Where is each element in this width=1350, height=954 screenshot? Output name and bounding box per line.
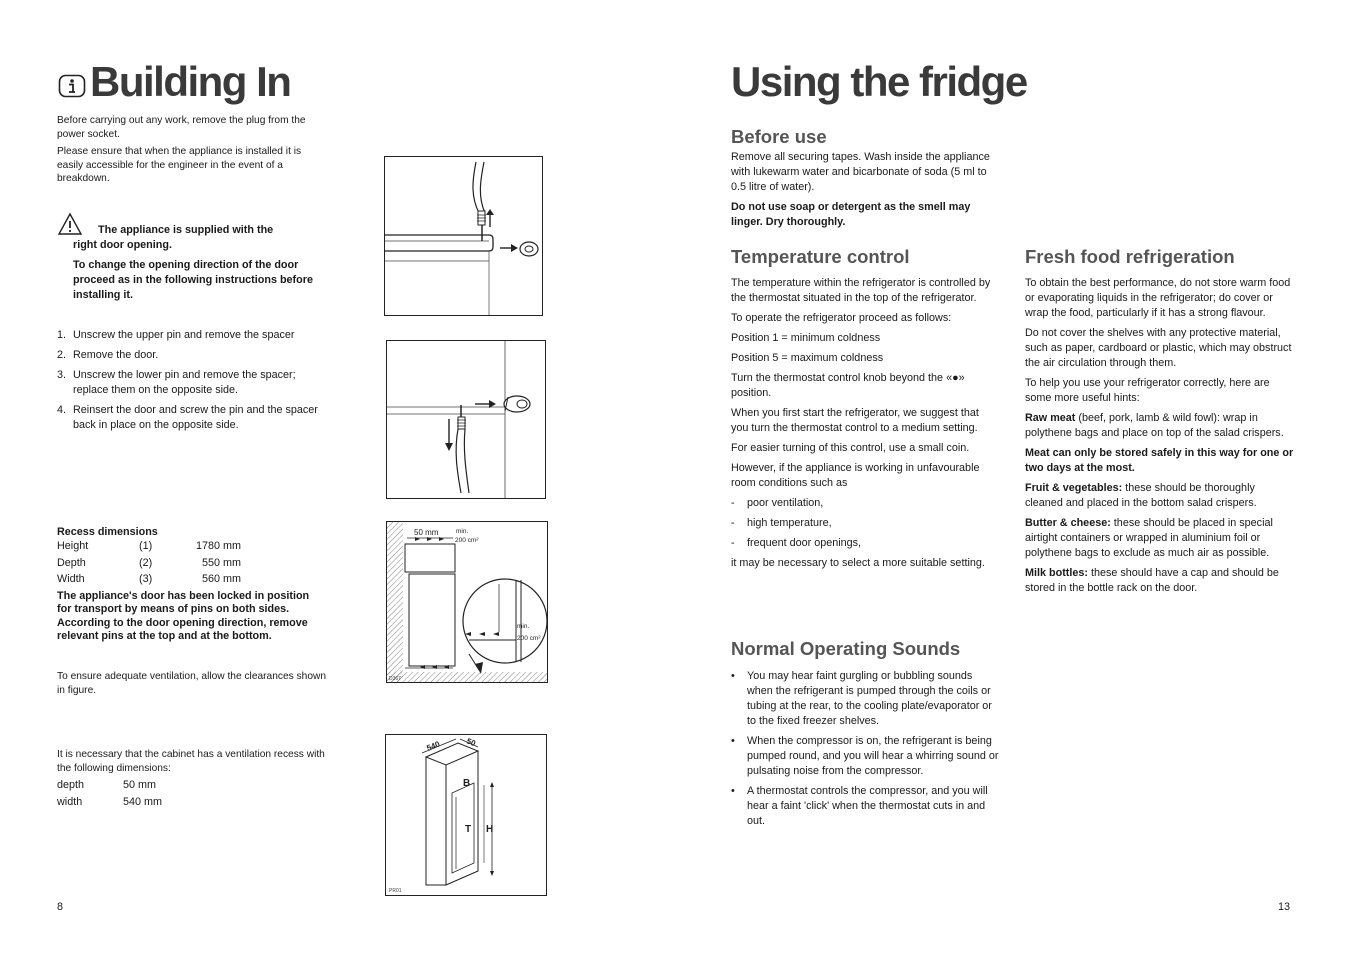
section-heading: Fresh food refrigeration (1025, 246, 1235, 267)
clearance-label: min. (456, 528, 469, 535)
dimension-label: T (465, 824, 472, 835)
paragraph: Do not cover the shelves with any protective material, such as paper, cardboard or plastic, which may obstruct the air circulation through them. (1025, 326, 1292, 369)
locked-warning: The appliance's door has been locked in position for transport by means of pins on both sides. According to the door opening direction, remove relevant pins at the top and at the bottom. (57, 589, 310, 642)
page-number-right: 13 (1278, 901, 1291, 913)
sounds-section (731, 640, 1001, 834)
paragraph: To obtain the best performance, do not store warm food or evaporating liquids in the refrigerator; do cover or wrap the food, particularly if it has a strong flavour. (1025, 276, 1291, 319)
table-row: Height (1) 1780 mm (57, 540, 241, 552)
list-item: • When the compressor is on, the refrigerant is being pumped round, and you will hear a whirring sound or pulsating noise from the compressor. (731, 734, 999, 777)
warning-instructions: To change the opening direction of the door proceed as in the following instructions before installing it. (73, 259, 313, 301)
milk-paragraph: Milk bottles: these should have a cap and should be stored in the bottle rack on the door. (1025, 566, 1279, 594)
intro-paragraph: Please ensure that when the appliance is installed it is easily accessible for the engineer in the event of a breakdown. (57, 146, 302, 184)
ventilation-text: To ensure adequate ventilation, allow the clearances shown in figure. (57, 671, 327, 696)
paragraph: Position 5 = maximum coldness (731, 351, 884, 364)
info-icon (58, 74, 86, 98)
page-number-left: 8 (57, 901, 64, 913)
clearance-label: 50 mm (414, 528, 439, 537)
list-item: - poor ventilation, (731, 496, 824, 509)
cabinet-text: It is necessary that the cabinet has a ventilation recess with the following dimensions: (57, 749, 325, 774)
door-top-pin-figure (384, 156, 543, 316)
list-item: 3. Unscrew the lower pin and remove the spacer; replace them on the opposite side. (57, 369, 296, 396)
list-item: 4. Reinsert the door and screw the pin and the spacer back in place on the opposite side. (57, 404, 318, 431)
ventilation-note (57, 670, 327, 701)
clearance-label: 200 cm² (517, 635, 541, 642)
table-row: Depth (2) 550 mm (57, 556, 241, 569)
paragraph: The temperature within the refrigerator is controlled by the thermostat situated in the top of the refrigerator. (731, 276, 991, 304)
cabinet-section (57, 748, 327, 812)
steps-list (57, 328, 319, 438)
page-title: Using the fridge (731, 58, 1027, 105)
list-item: - frequent door openings, (731, 536, 862, 549)
clearance-label: min. (517, 623, 530, 630)
paragraph: Turn the thermostat control knob beyond the «●» position. (731, 371, 965, 399)
figure-code: D367 (389, 676, 401, 682)
paragraph: To operate the refrigerator proceed as follows: (731, 311, 952, 324)
paragraph: For easier turning of this control, use a small coin. (731, 441, 970, 454)
intro-section (57, 114, 327, 190)
conditions-list (731, 496, 997, 551)
figure-code: PR01 (389, 888, 402, 894)
fruit-paragraph: Fruit & vegetables: these should be thoroughly cleaned and placed in the bottom salad crispers. (1025, 481, 1257, 509)
recess-table (57, 540, 241, 590)
paragraph: When you first start the refrigerator, we suggest that you turn the thermostat control to a medium setting. (731, 406, 979, 434)
temperature-section (731, 248, 997, 576)
list-item: • You may hear faint gurgling or bubbling sounds when the refrigerant is pumped through the coils or tubing at the rear, to the cooling plate/evaporator or to the fixed freezer shelves. (731, 669, 992, 727)
sounds-list (731, 669, 1001, 829)
before-use-section (731, 128, 1001, 235)
section-heading: Normal Operating Sounds (731, 638, 961, 659)
intro-paragraph: Before carrying out any work, remove the plug from the power socket. (57, 115, 306, 140)
clearance-label: 200 cm² (455, 537, 479, 544)
recess-heading: Recess dimensions (57, 526, 158, 538)
list-item: - high temperature, (731, 516, 832, 529)
warning-line: right door opening. (73, 239, 172, 251)
recess-section (57, 525, 327, 644)
table-row: Width (3) 560 mm (57, 573, 241, 585)
list-item: 2. Remove the door. (57, 349, 159, 361)
list-item: • A thermostat controls the compressor, and you will hear a faint 'click' when the thermostat cuts in and out. (731, 784, 988, 827)
section-heading: Before use (731, 126, 827, 147)
dimension-label: H (486, 824, 494, 835)
paragraph: To help you use your refrigerator correctly, here are some more useful hints: (1025, 376, 1270, 404)
paragraph: However, if the appliance is working in unfavourable room conditions such as (731, 461, 980, 489)
meat-warning: Meat can only be stored safely in this way for one or two days at the most. (1025, 446, 1294, 474)
butter-paragraph: Butter & cheese: these should be placed in special airtight containers or wrapped in aluminium foil or polythene bags to exclude as much air as possible. (1025, 516, 1273, 559)
dimension-label: B (463, 778, 471, 789)
dimension-label: 50 (465, 736, 477, 749)
dimension-label: 540 (425, 739, 442, 753)
table-row: width 540 mm (57, 795, 163, 808)
raw-meat-paragraph: Raw meat (beef, pork, lamb & wild fowl): wrap in polythene bags and place on top of the salad crispers. (1025, 411, 1284, 439)
page-title: Building In (90, 58, 291, 105)
cabinet-table (57, 779, 162, 812)
warning-block (73, 223, 313, 308)
ventilation-clearance-figure (386, 521, 548, 683)
list-item: 1. Unscrew the upper pin and remove the spacer (57, 329, 295, 341)
section-heading: Temperature control (731, 246, 910, 267)
before-use-text: Remove all securing tapes. Wash inside the appliance with lukewarm water and bicarbonate of soda (5 ml to 0.5 litre of water). (731, 150, 990, 193)
door-bottom-pin-figure (386, 340, 546, 499)
before-use-warning: Do not use soap or detergent as the smell may linger. Dry thoroughly. (731, 200, 971, 228)
paragraph: Position 1 = minimum coldness (731, 331, 881, 344)
paragraph: it may be necessary to select a more suitable setting. (731, 556, 985, 569)
cabinet-recess-figure (385, 734, 547, 896)
table-row: depth 50 mm (57, 779, 156, 791)
warning-line: The appliance is supplied with the (98, 224, 274, 236)
fresh-food-section (1025, 248, 1295, 601)
